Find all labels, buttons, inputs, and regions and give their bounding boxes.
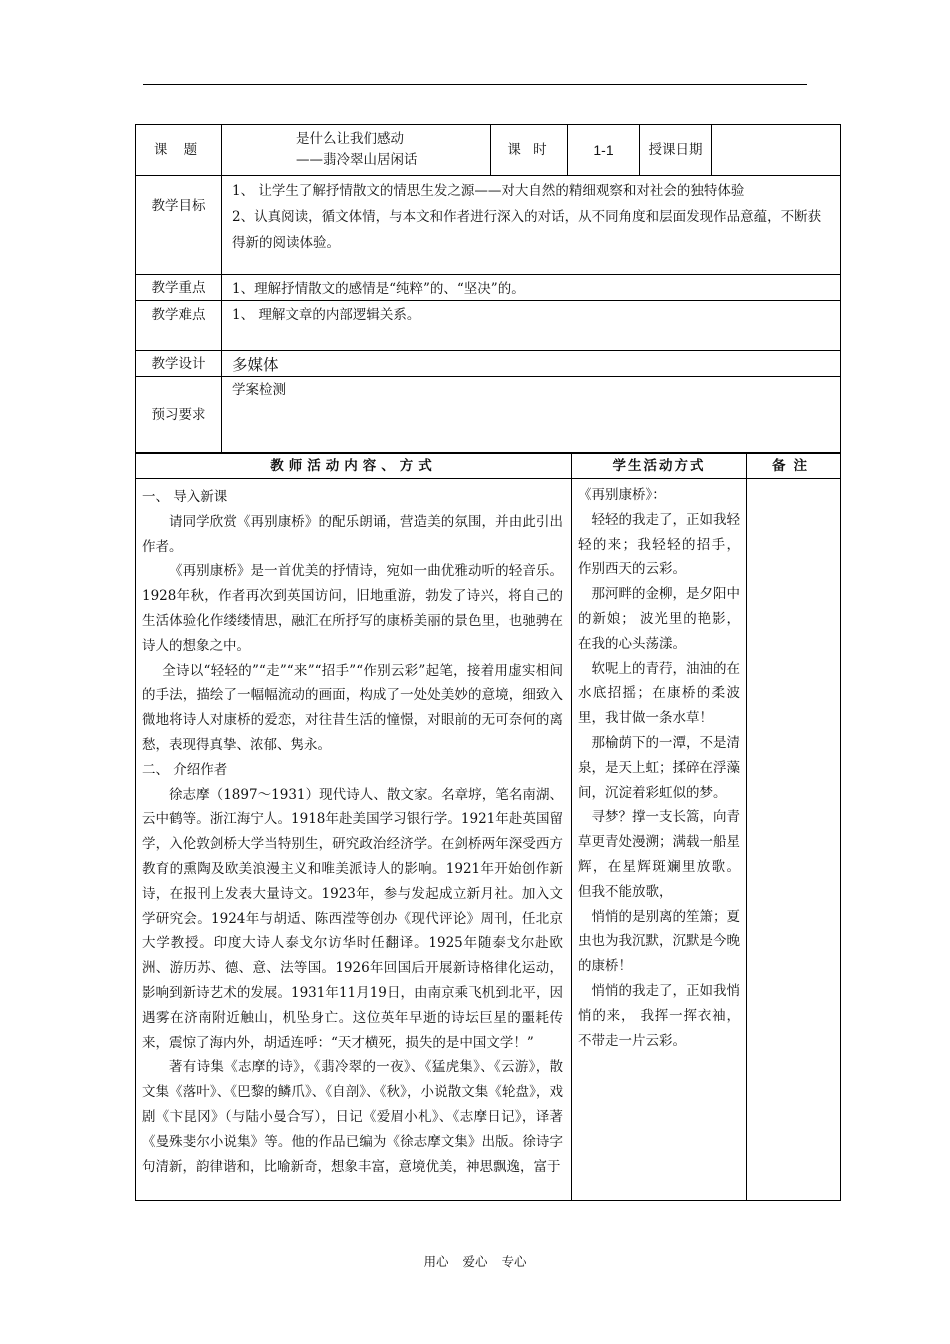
topic-title: 是什么让我们感动 [296,131,404,147]
design-label: 教学设计 [136,351,222,377]
poem-stanza: 悄悄的是别离的笙箫；夏虫也为我沉默，沉默是今晚的康桥！ [578,908,740,975]
notes-content [747,479,841,1201]
paragraph: 全诗以“轻轻的”“走”“来”“招手”“作别云彩”起笔，接着用虚实相间的手法，描绘了一幅幅流动的画面，构成了一处处美妙的意境，细致入微地将诗人对康桥的爱恋，对往昔生活的憧憬，对眼前的无可奈何的离愁，表现得真挚、浓郁、隽永。 [142,662,563,753]
poem-stanza: 那河畔的金柳，是夕阳中的新娘； 波光里的艳影， 在我的心头荡漾。 [578,586,740,652]
topic-subtitle: ——翡冷翠山居闲话 [296,152,418,168]
poem-stanza: 轻轻的我走了，正如我轻轻的来；我轻轻的招手， 作别西天的云彩。 [578,511,740,578]
design-text: 多媒体 [222,351,841,377]
topic-label: 课 题 [136,125,222,176]
paragraph: 著有诗集《志摩的诗》，《翡冷翠的一夜》、《猛虎集》、《云游》，散文集《落叶》、《巴黎的鳞爪》、《自剖》、《秋》，小说散文集《轮盘》，戏剧《卞昆冈》（与陆小曼合写），日记《爱眉小札》、《志摩日记》，译著《曼殊斐尔小说集》等。他的作品已编为《徐志摩文集》出版。徐诗字句清新，韵律谐和，比喻新奇，想象丰富，意境优美，神思飘逸，富于 [142,1059,563,1175]
hours-value: 1-1 [568,125,640,176]
poem-stanza: 寻梦？撑一支长篙，向青草更青处漫溯；满载一船星辉，在星辉斑斓里放歌。 但我不能放歌， [578,809,740,900]
date-label: 授课日期 [640,125,712,176]
poem-stanza: 悄悄的我走了，正如我悄悄的来， 我挥一挥衣袖， 不带走一片云彩。 [578,982,740,1049]
page-footer: 用心 爱心 专心 [423,1254,527,1269]
date-value [712,125,841,176]
paragraph: 徐志摩（1897～1931）现代诗人、散文家。名章垿，笔名南湖、云中鹤等。浙江海宁人。1918年赴美国学习银行学。1921年赴英国留学，入伦敦剑桥大学当特别生，研究政治经济学。在剑桥两年深受西方教育的熏陶及欧美浪漫主义和唯美派诗人的影响。1921年开始创作新诗，在报刊上发表大量诗文。1923年，参与发起成立新月社。加入文学研究会。1924年与胡适、陈西滢等创办《现代评论》周刊，任北京大学教授。印度大诗人泰戈尔访华时任翻译。1925年随泰戈尔赴欧洲、游历苏、德、意、法等国。1926年回国后开展新诗格律化运动，影响到新诗艺术的发展。1931年11月19日，由南京乘飞机到北平，因遇雾在济南附近触山，机坠身亡。这位英年早逝的诗坛巨星的噩耗传来，震惊了海内外，胡适连呼：“天才横死，损失的是中国文学！” [142,786,563,1051]
section-heading: 一、 导入新课 [142,489,228,505]
teacher-activity-content [136,479,572,1201]
topic-cell [222,125,491,176]
difficulty-label: 教学难点 [136,301,222,351]
paragraph: 《再别康桥》是一首优美的抒情诗，宛如一曲优雅动听的轻音乐。1928年秋，作者再次到英国访问，旧地重游，勃发了诗兴，将自己的生活体验化作缕缕情思，融汇在所抒写的康桥美丽的景色里，也驰骋在诗人的想象之中。 [142,563,563,654]
goal-2: 2、认真阅读，循文体情，与本文和作者进行深入的对话，从不同角度和层面发现作品意蕴，不断获得新的阅读体验。 [232,209,822,251]
student-activity-content [572,479,747,1201]
difficulty-text: 1、 理解文章的内部逻辑关系。 [222,301,841,351]
goals-label: 教学目标 [136,176,222,275]
hours-label: 课 时 [491,125,568,176]
activities-table [135,453,841,1201]
preview-text: 学案检测 [222,377,841,453]
section-heading: 二、 介绍作者 [142,761,228,778]
notes-header: 备注 [747,454,841,479]
poem-stanza: 软呢上的青荇，油油的在水底招摇；在康桥的柔波里，我甘做一条水草！ [578,660,740,727]
teacher-activity-header: 教师活动内容、方式 [136,454,572,479]
lesson-info-table [135,124,841,453]
focus-label: 教学重点 [136,275,222,301]
student-activity-header: 学生活动方式 [572,454,747,479]
poem-stanza: 那榆荫下的一潭，不是清泉，是天上虹；揉碎在浮藻间，沉淀着彩虹似的梦。 [578,734,740,801]
poem-title: 《再别康桥》： [578,487,666,503]
focus-text: 1、理解抒情散文的感情是“纯粹”的、“坚决”的。 [222,275,841,301]
header-rule [143,84,807,85]
paragraph: 请同学欣赏《再别康桥》的配乐朗诵，营造美的氛围，并由此引出作者。 [142,513,563,555]
preview-label: 预习要求 [136,377,222,453]
goal-1: 1、 让学生了解抒情散文的情思生发之源——对大自然的精细观察和对社会的独特体验 [232,183,745,199]
goals-cell [222,176,841,275]
